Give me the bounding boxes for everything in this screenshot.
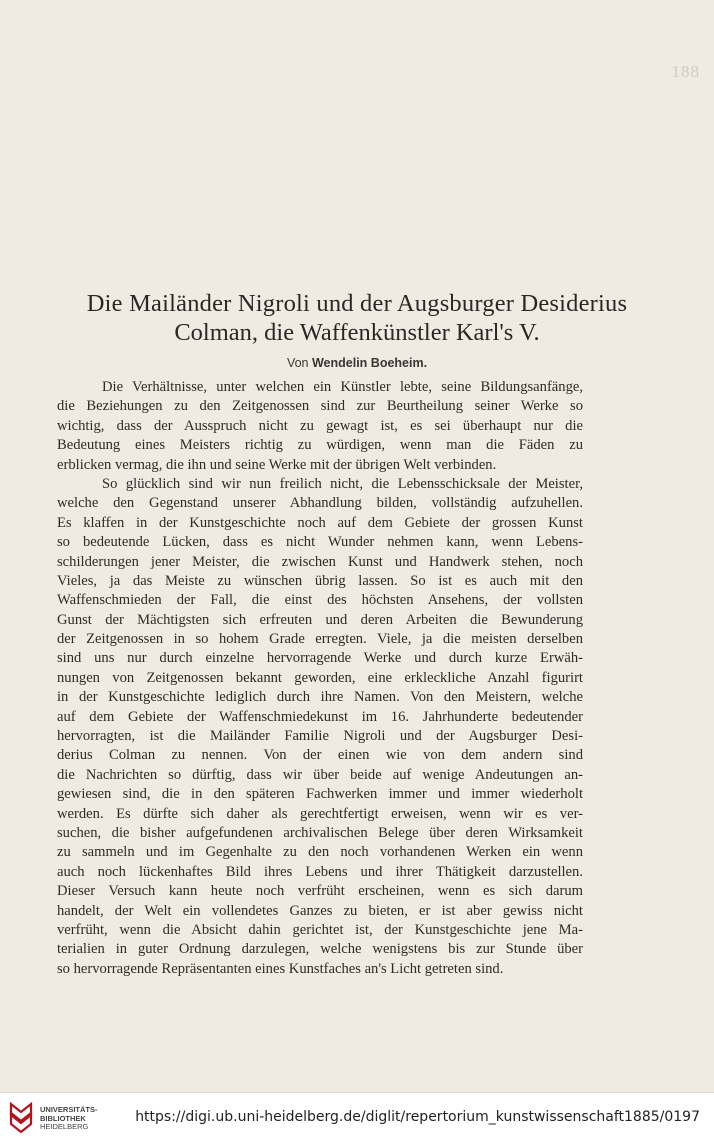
library-line-3: HEIDELBERG: [40, 1122, 89, 1131]
body-line: auch noch lückenhaftes Bild ihres Lebens und ihrer Thätigkeit darzustellen.: [57, 863, 583, 880]
body-line: werden. Es dürfte sich daher als gerechtfertigt erweisen, wenn wir es ver-: [57, 805, 583, 822]
body-line: wichtig, dass der Ausspruch nicht zu gewagt ist, es sei überhaupt nur die: [57, 417, 583, 434]
body-line: in der Kunstgeschichte lediglich durch ihre Namen. Von den Meistern, welche: [57, 689, 583, 706]
body-line: suchen, die bisher aufgefundenen archivalischen Belege über deren Wirksamkeit: [57, 824, 583, 841]
body-line: Gunst der Mächtigsten sich erfreuten und deren Arbeiten die Bewunderung: [57, 611, 583, 628]
body-line: so bedeutende Lücken, dass es nicht Wunder nehmen kann, wenn Lebens-: [57, 534, 583, 551]
body-line: Waffenschmieden der Fall, die einst des höchsten Ansehens, der vollsten: [57, 592, 583, 609]
body-line: der Zeitgenossen in so hohem Grade erregten. Viele, ja die meisten derselben: [57, 631, 583, 648]
page-number-bleed: 188: [671, 62, 700, 81]
body-line: sind uns nur durch einzelne hervorragende Werke und durch kurze Erwäh-: [57, 650, 583, 667]
body-line: hervorragten, ist die Mailänder Familie Nigroli und der Augsburger Desi-: [57, 728, 583, 745]
body-line: Dieser Versuch kann heute noch verfrüht erscheinen, wenn es sich darum: [57, 883, 583, 900]
body-line: derius Colman zu nennen. Von der einen wie von dem andern sind: [57, 747, 583, 764]
body-line: handelt, der Welt ein vollendetes Ganzes zu bieten, er ist aber gewiss nicht: [57, 902, 583, 919]
article-title-line-2: Colman, die Waffenkünstler Karl's V.: [174, 319, 540, 346]
body-line: terialien in guter Ordnung darzulegen, welche wenigstens bis zur Stunde über: [57, 941, 583, 958]
body-line: die Beziehungen zu den Zeitgenossen sind zur Beurtheilung seiner Werke so: [57, 398, 583, 415]
library-name: [40, 1106, 98, 1132]
byline: [0, 356, 714, 370]
viewer-footer: [0, 1092, 714, 1145]
permalink-url[interactable]: https://digi.ub.uni-heidelberg.de/diglit/repertorium_kunstwissenschaft1885/0197: [135, 1109, 700, 1125]
body-line: Bedeutung eines Meisters richtig zu würdigen, wenn man die Fäden zu: [57, 437, 583, 454]
body-line: so hervorragende Repräsentanten eines Kunstfaches an's Licht getreten sind.: [57, 960, 504, 977]
body-line: Es klaffen in der Kunstgeschichte noch auf dem Gebiete der grossen Kunst: [57, 514, 583, 531]
body-line: welche den Gegenstand unserer Abhandlung bilden, vollständig aufzuhellen.: [57, 495, 583, 512]
body-text: [57, 378, 583, 979]
library-line-2: BIBLIOTHEK: [40, 1113, 86, 1123]
article-title-line-1: Die Mailänder Nigroli und der Augsburger Desiderius: [86, 290, 628, 317]
body-line: verfrüht, wenn die Absicht dahin gerichtet ist, der Kunstgeschichte jene Ma-: [57, 921, 583, 938]
body-line: Die Verhältnisse, unter welchen ein Künstler lebte, seine Bildungsanfänge,: [102, 379, 583, 395]
library-line-1: UNIVERSITÄTS-: [40, 1105, 98, 1114]
body-line: gewiesen sind, die in den späteren Fachwerken immer und immer wiederholt: [57, 786, 583, 803]
body-line: So glücklich sind wir nun freilich nicht, die Lebensschicksale der Meister,: [102, 475, 583, 492]
body-line: nungen von Zeitgenossen bekannt geworden, eine erkleckliche Anzahl figurirt: [57, 669, 583, 686]
body-line: die Nachrichten so dürftig, dass wir über beide auf wenige Andeutungen an-: [57, 766, 583, 783]
body-line: auf dem Gebiete der Waffenschmiedekunst im 16. Jahrhunderte bedeutender: [57, 708, 583, 725]
byline-prefix: Von: [286, 356, 309, 370]
body-line: Vieles, ja das Meiste zu wünschen übrig lassen. So ist es auch mit den: [57, 572, 583, 589]
body-line: erblicken vermag, die ihn und seine Werke mit der übrigen Welt verbinden.: [57, 456, 497, 473]
heidelberg-library-logo-icon: [8, 1101, 34, 1135]
author-name: Wendelin Boeheim.: [311, 356, 428, 370]
body-line: schilderungen jener Meister, die zwischen Kunst und Handwerk stehen, noch: [57, 553, 583, 570]
body-line: zu sammeln und im Gegenhalte zu den noch vorhandenen Werken ein wenn: [57, 844, 583, 861]
